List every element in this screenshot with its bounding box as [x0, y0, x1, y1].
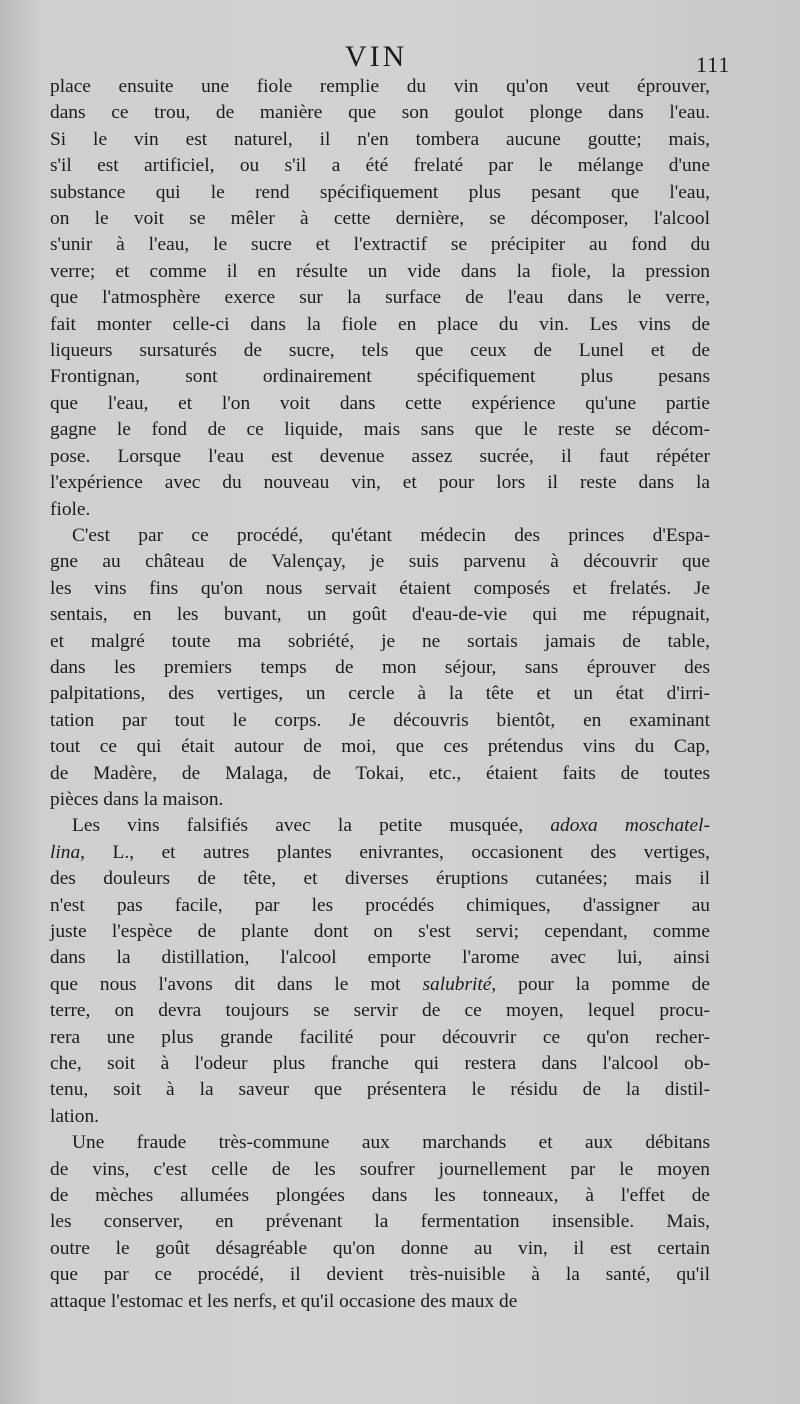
- page-number: 111: [696, 52, 731, 77]
- text-line: de mèches allumées plongées dans les tonneaux, à l'effet de: [50, 1185, 710, 1207]
- text-line: s'unir à l'eau, le sucre et l'extractif se précipiter au fond du: [50, 234, 710, 256]
- text-line: que l'eau, et l'on voit dans cette expérience qu'une partie: [50, 392, 710, 414]
- text-line: pièces dans la maison.: [50, 788, 224, 810]
- text-line: C'est par ce procédé, qu'étant médecin des princes d'Espa-: [72, 524, 710, 546]
- text-line: que par ce procédé, il devient très-nuisible à la santé, qu'il: [50, 1264, 710, 1286]
- text-line: des douleurs de tête, et diverses éruptions cutanées; mais il: [50, 868, 710, 890]
- text-line: Une fraude très-commune aux marchands et aux débitans: [72, 1132, 710, 1154]
- paragraph: [50, 1130, 710, 1315]
- text-line: juste l'espèce de plante dont on s'est servi; cependant, comme: [50, 921, 710, 942]
- text-line: que l'atmosphère exerce sur la surface de l'eau dans le verre,: [50, 287, 710, 309]
- text-line: que nous l'avons dit dans le mot salubrité, pour la pomme de: [50, 973, 710, 995]
- text-line: gne au château de Valençay, je suis parvenu à découvrir que: [50, 551, 710, 573]
- text-line: dans ce trou, de manière que son goulot plonge dans l'eau.: [50, 102, 710, 124]
- text-line: lina, L., et autres plantes enivrantes, occasionent des vertiges,: [50, 841, 710, 863]
- text-line: l'expérience avec du nouveau vin, et pour lors il reste dans la: [50, 472, 710, 494]
- text-line: tation par tout le corps. Je découvris bientôt, en examinant: [50, 709, 710, 731]
- text-line: outre le goût désagréable qu'on donne au vin, il est certain: [50, 1237, 710, 1259]
- text-line: de Madère, de Malaga, de Tokai, etc., étaient faits de toutes: [50, 762, 710, 784]
- text-line: pose. Lorsque l'eau est devenue assez sucrée, il faut répéter: [50, 445, 710, 467]
- text-line: s'il est artificiel, ou s'il a été frelaté par le mélange d'une: [50, 155, 710, 177]
- paragraph: [50, 523, 710, 813]
- text-line: les vins fins qu'on nous servait étaient composés et frelatés. Je: [50, 577, 710, 599]
- text-line: n'est pas facile, par les procédés chimiques, d'assigner au: [50, 894, 710, 916]
- italic-term: salubrité: [422, 973, 492, 995]
- text-line: et malgré toute ma sobriété, je ne sortais jamais de table,: [50, 630, 710, 652]
- text-line: de vins, c'est celle de les soufrer journellement par le moyen: [50, 1158, 710, 1180]
- italic-term: adoxa moschatel-: [550, 815, 710, 837]
- text-line: lation.: [50, 1105, 100, 1127]
- text-line: dans les premiers temps de mon séjour, sans éprouver des: [50, 656, 710, 678]
- text-line: che, soit à l'odeur plus franche qui restera dans l'alcool ob-: [50, 1053, 710, 1075]
- paragraph: [50, 813, 710, 1130]
- text-line: Les vins falsifiés avec la petite musquée, adoxa moschatel-: [72, 815, 710, 837]
- text-line: gagne le fond de ce liquide, mais sans que le reste se décom-: [50, 419, 710, 441]
- text-line: attaque l'estomac et les nerfs, et qu'il occasione des maux de: [50, 1290, 518, 1312]
- text-line: fait monter celle-ci dans la fiole en place du vin. Les vins de: [50, 313, 710, 335]
- text-line: fiole.: [50, 498, 91, 520]
- text-line: verre; et comme il en résulte un vide dans la fiole, la pression: [50, 260, 710, 282]
- text-line: palpitations, des vertiges, un cercle à la tête et un état d'irri-: [50, 683, 710, 705]
- text-line: liqueurs sursaturés de sucre, tels que ceux de Lunel et de: [50, 340, 710, 362]
- text-line: terre, on devra toujours se servir de ce moyen, lequel procu-: [50, 1000, 710, 1022]
- text-line: les conserver, en prévenant la fermentation insensible. Mais,: [50, 1211, 710, 1233]
- text-line: rera une plus grande facilité pour découvrir ce qu'on recher-: [50, 1026, 710, 1048]
- text-line: Frontignan, sont ordinairement spécifiquement plus pesans: [50, 366, 710, 388]
- text-line: tenu, soit à la saveur que présentera le résidu de la distil-: [50, 1079, 710, 1101]
- text-line: on le voit se mêler à cette dernière, se décomposer, l'alcool: [50, 208, 710, 230]
- running-head: VIN: [345, 40, 408, 73]
- text-line: tout ce qui était autour de moi, que ces prétendus vins du Cap,: [50, 736, 710, 758]
- text-line: place ensuite une fiole remplie du vin qu'on veut éprouver,: [50, 76, 710, 97]
- text-line: substance qui le rend spécifiquement plus pesant que l'eau,: [50, 181, 710, 203]
- paragraph: [50, 74, 710, 523]
- body-text: [50, 74, 710, 1315]
- text-line: dans la distillation, l'alcool emporte l'arome avec lui, ainsi: [50, 947, 710, 969]
- text-line: Si le vin est naturel, il n'en tombera aucune goutte; mais,: [50, 128, 710, 150]
- italic-term: lina: [50, 841, 81, 863]
- text-line: sentais, en les buvant, un goût d'eau-de-vie qui me répugnait,: [50, 604, 710, 626]
